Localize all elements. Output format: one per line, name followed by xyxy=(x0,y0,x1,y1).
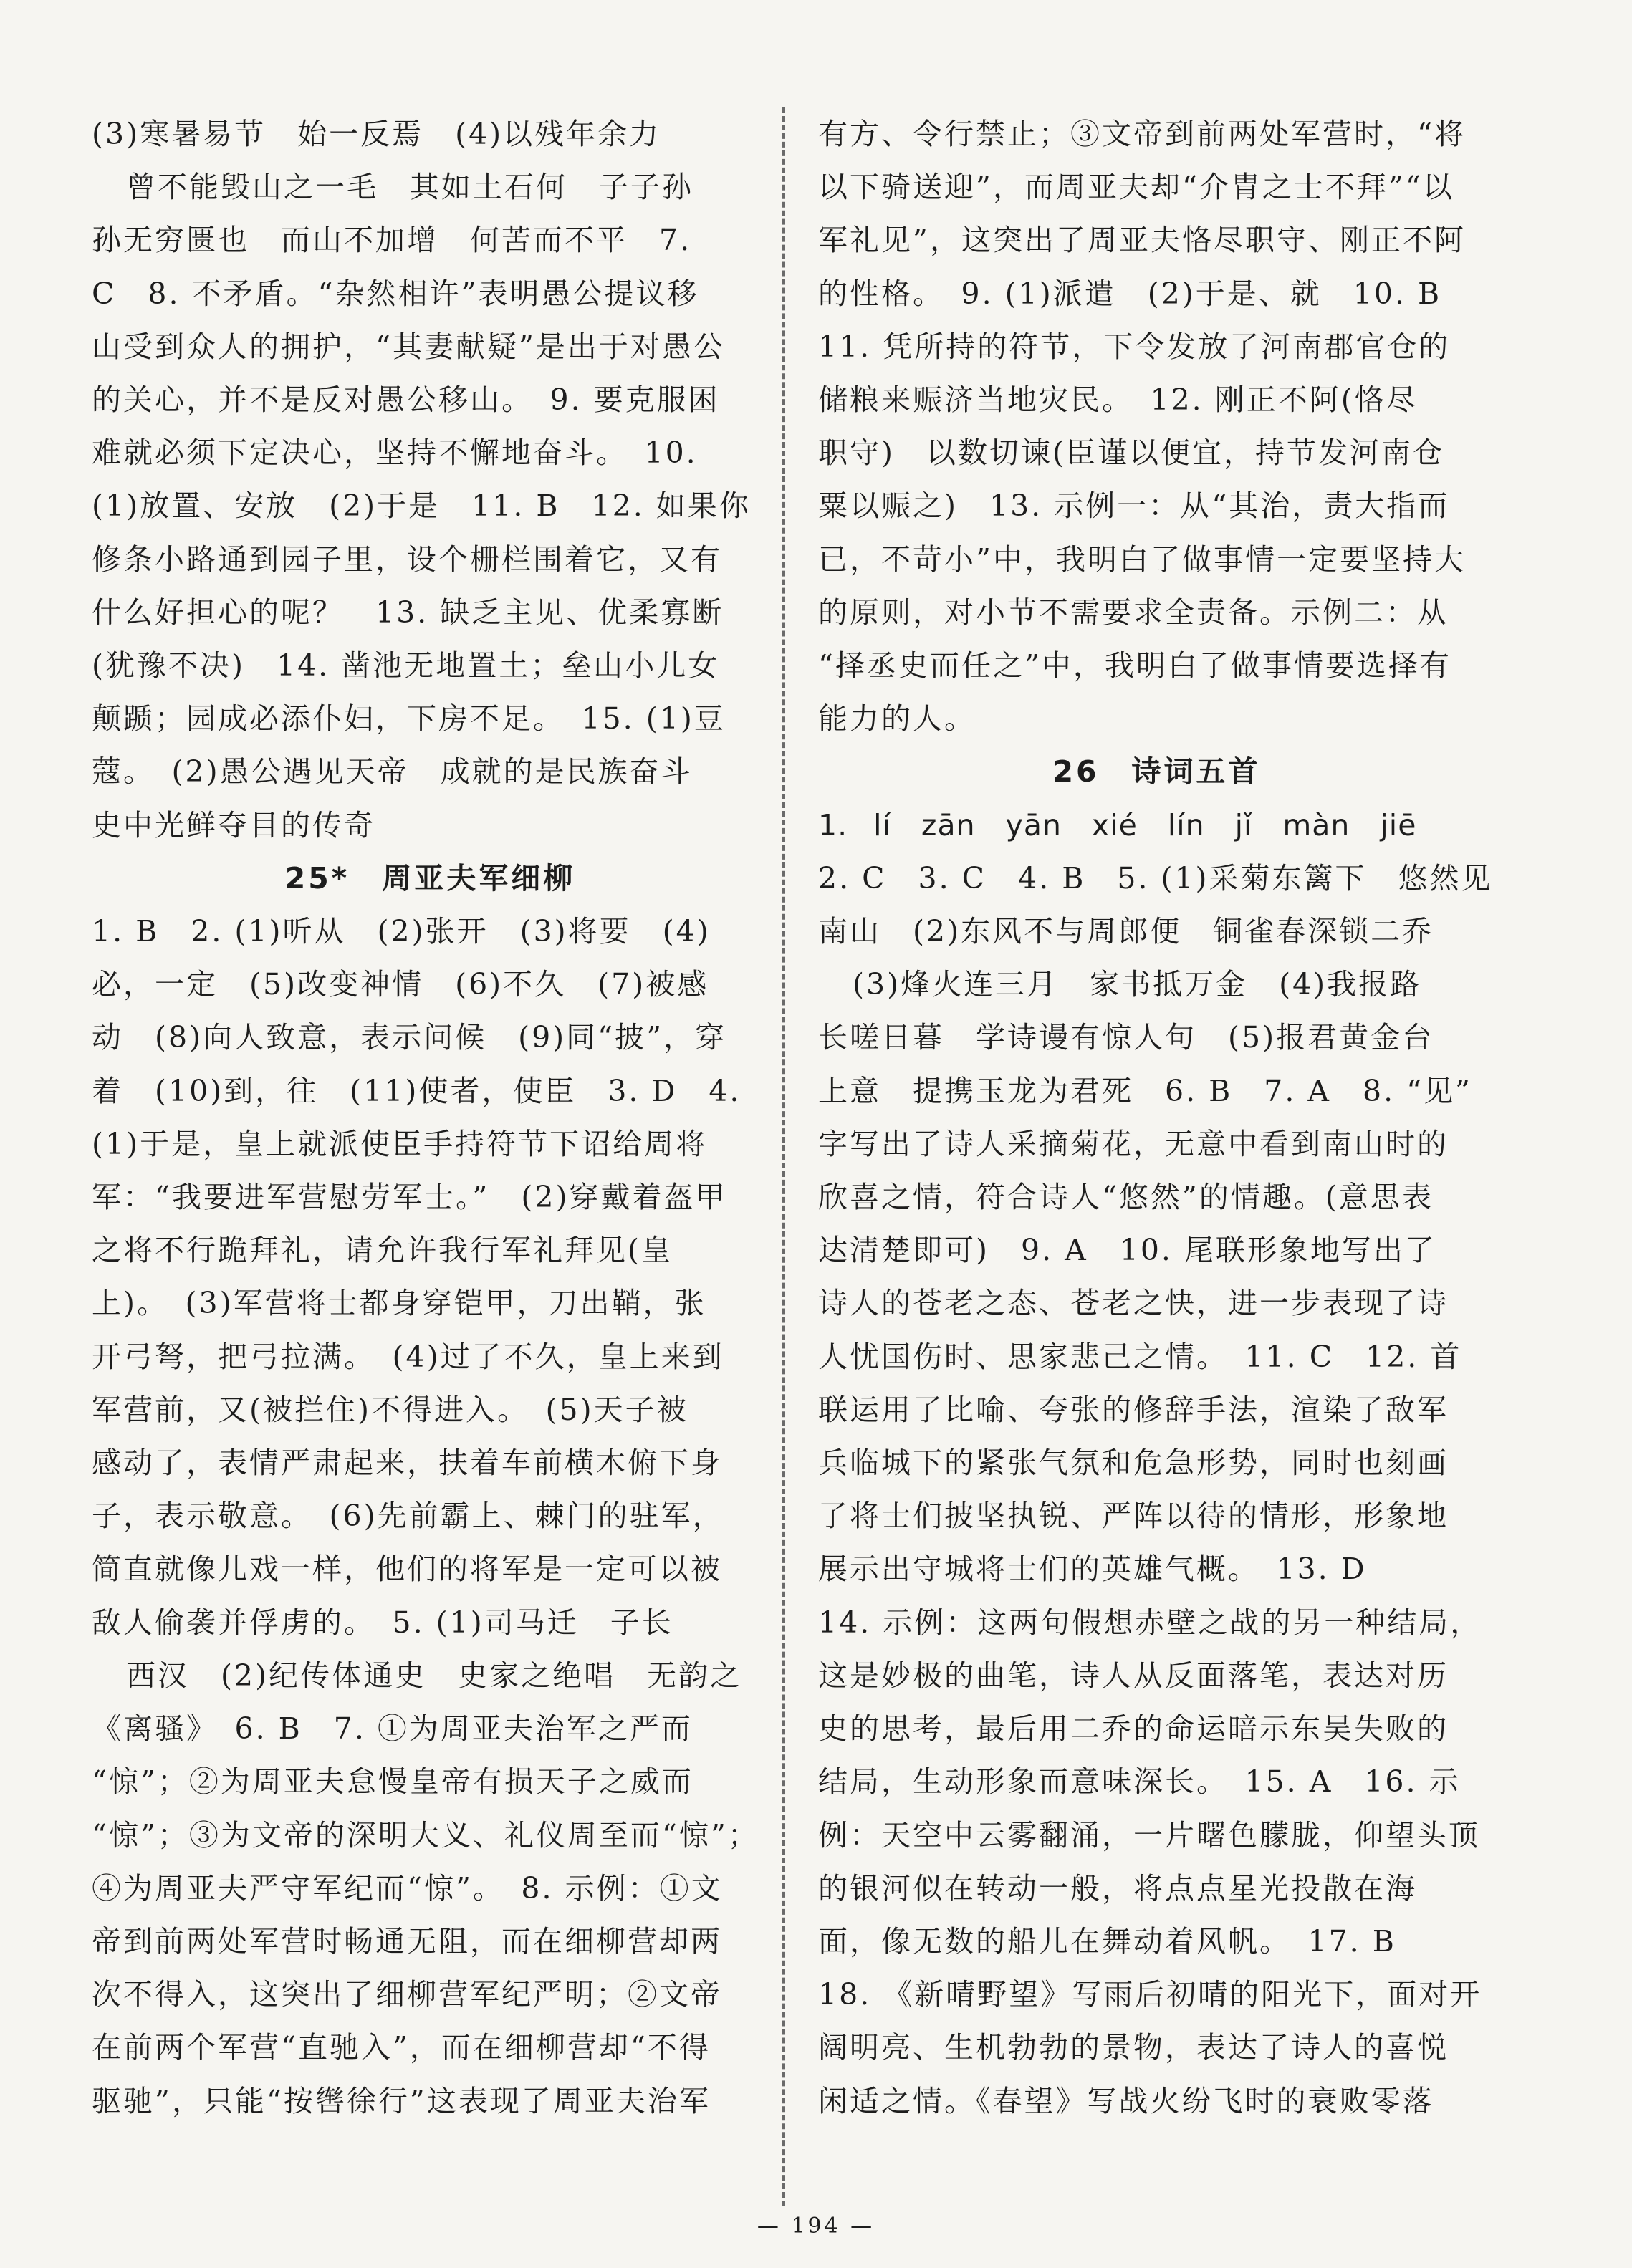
text-line: 上)。 (3)军营将士都身穿铠甲，刀出鞘，张 xyxy=(92,1286,706,1321)
text-line: 次不得入，这突出了细柳营军纪严明；②文帝 xyxy=(92,1977,722,2012)
text-line: (3)寒暑易节 始一反焉 (4)以残年余力 xyxy=(92,117,661,151)
text-line: 子，表示敬意。 (6)先前霸上、棘门的驻军， xyxy=(92,1499,724,1534)
text-line: 粟以赈之) 13. 示例一：从“其治，责大指而 xyxy=(818,489,1450,524)
text-line: 达清楚即可) 9. A 10. 尾联形象地写出了 xyxy=(818,1233,1436,1268)
text-line: 史的思考，最后用二乔的命运暗示东吴失败的 xyxy=(818,1711,1449,1746)
text-line: 西汉 (2)纪传体通史 史家之绝唱 无韵之 xyxy=(126,1658,742,1693)
text-line: 敌人偷袭并俘虏的。 5. (1)司马迁 子长 xyxy=(92,1605,673,1640)
text-line: “惊”；③为文帝的深明大义、礼仪周至而“惊”； xyxy=(92,1817,759,1853)
text-line: 驱驰”，只能“按辔徐行”这表现了周亚夫治军 xyxy=(92,2083,711,2118)
text-line: 例：天空中云雾翻涌，一片曙色朦胧，仰望头顶 xyxy=(818,1817,1480,1853)
text-line: 18. 《新晴野望》写雨后初晴的阳光下，面对开 xyxy=(818,1977,1482,2012)
text-line: 联运用了比喻、夸张的修辞手法，渲染了敌军 xyxy=(818,1392,1449,1427)
text-line: 阔明亮、生机勃勃的景物，表达了诗人的喜悦 xyxy=(818,2030,1449,2065)
text-line: C 8. 不矛盾。“杂然相许”表明愚公提议移 xyxy=(92,276,699,311)
right-column xyxy=(818,107,1495,2128)
text-line: 人忧国伤时、思家悲己之情。 11. C 12. 首 xyxy=(818,1339,1462,1374)
text-line: 开弓弩，把弓拉满。 (4)过了不久，皇上来到 xyxy=(92,1339,724,1374)
page-number: — 194 — xyxy=(757,2214,875,2239)
text-line: 能力的人。 xyxy=(818,701,976,736)
text-line: 军：“我要进军营慰劳军士。” (2)穿戴着盔甲 xyxy=(92,1180,727,1215)
text-line: 上意 提携玉龙为君死 6. B 7. A 8. “见” xyxy=(818,1073,1473,1108)
pinyin-line: 1. lí zān yān xié lín jǐ màn jiē xyxy=(818,807,1417,842)
text-line: 的关心，并不是反对愚公移山。 9. 要克服困 xyxy=(92,383,720,418)
text-line: 蔻。 (2)愚公遇见天帝 成就的是民族奋斗 xyxy=(92,754,693,789)
text-line: 的原则，对小节不需要求全责备。示例二：从 xyxy=(818,595,1449,630)
text-line: 之将不行跪拜礼，请允许我行军礼拜见(皇 xyxy=(92,1233,673,1268)
text-line: 简直就像儿戏一样，他们的将军是一定可以被 xyxy=(92,1552,722,1587)
text-line: 面，像无数的船儿在舞动着风帆。 17. B xyxy=(818,1923,1396,1959)
text-line: 以下骑送迎”，而周亚夫却“介胄之士不拜”“以 xyxy=(818,170,1454,205)
text-line: 2. C 3. C 4. B 5. (1)采菊东篱下 悠然见 xyxy=(818,860,1493,895)
text-line: 感动了，表情严肃起来，扶着车前横木俯下身 xyxy=(92,1446,722,1481)
text-line: 结局，生动形象而意味深长。 15. A 16. 示 xyxy=(818,1764,1461,1799)
text-line: 欣喜之情，符合诗人“悠然”的情趣。(意思表 xyxy=(818,1180,1434,1215)
text-line: 长嗟日暮 学诗谩有惊人句 (5)报君黄金台 xyxy=(818,1020,1434,1055)
text-line: 职守) 以数切谏(臣谨以便宜，持节发河南仓 xyxy=(818,436,1444,471)
text-line: (1)放置、安放 (2)于是 11. B 12. 如果你 xyxy=(92,489,751,524)
text-line: 修条小路通到园子里，设个栅栏围着它，又有 xyxy=(92,542,722,577)
text-line: 在前两个军营“直驰入”，而在细柳营却“不得 xyxy=(92,2030,711,2065)
text-line: 着 (10)到，往 (11)使者，使臣 3. D 4. xyxy=(92,1073,741,1108)
text-line: (1)于是，皇上就派使臣手持符节下诏给周将 xyxy=(92,1126,708,1161)
text-line: 诗人的苍老之态、苍老之快，进一步表现了诗 xyxy=(818,1286,1449,1321)
text-line: “惊”；②为周亚夫怠慢皇帝有损天子之威而 xyxy=(92,1764,693,1799)
text-line: (3)烽火连三月 家书抵万金 (4)我报路 xyxy=(853,967,1422,1002)
text-line: 孙无穷匮也 而山不加增 何苦而不平 7. xyxy=(92,223,692,258)
text-line: 史中光鲜夺目的传奇 xyxy=(92,807,375,842)
section-heading: 25* 周亚夫军细柳 xyxy=(284,860,576,895)
text-line: 军礼见”，这突出了周亚夫恪尽职守、刚正不阿 xyxy=(818,223,1466,258)
text-line: 颠踬；园成必添仆妇，下房不足。 15. (1)豆 xyxy=(92,701,726,736)
column-divider xyxy=(782,107,785,2206)
text-line: 的银河似在转动一般，将点点星光投散在海 xyxy=(818,1870,1417,1906)
text-line: 储粮来赈济当地灾民。 12. 刚正不阿(恪尽 xyxy=(818,383,1418,418)
text-line: 动 (8)向人致意，表示问候 (9)同“披”，穿 xyxy=(92,1020,727,1055)
text-line: 军营前，又(被拦住)不得进入。 (5)天子被 xyxy=(92,1392,688,1427)
text-line: 必，一定 (5)改变神情 (6)不久 (7)被感 xyxy=(92,967,709,1002)
text-line: (犹豫不决) 14. 凿池无地置土；垒山小儿女 xyxy=(92,648,720,683)
text-line: “择丞史而任之”中，我明白了做事情要选择有 xyxy=(818,648,1451,683)
text-line: 11. 凭所持的符节，下令发放了河南郡官仓的 xyxy=(818,329,1451,364)
text-line: 闲适之情。《春望》写战火纷飞时的衰败零落 xyxy=(818,2083,1434,2118)
text-line: 帝到前两处军营时畅通无阻，而在细柳营却两 xyxy=(92,1923,722,1959)
text-line: 有方、令行禁止；③文帝到前两处军营时，“将 xyxy=(818,117,1466,151)
text-line: 的性格。 9. (1)派遣 (2)于是、就 10. B xyxy=(818,276,1442,311)
text-line: 什么好担心的呢？ 13. 缺乏主见、优柔寡断 xyxy=(92,595,724,630)
text-line: 《离骚》 6. B 7. ①为周亚夫治军之严而 xyxy=(92,1711,693,1746)
text-line: 山受到众人的拥护，“其妻献疑”是出于对愚公 xyxy=(92,329,725,364)
text-line: 南山 (2)东风不与周郎便 铜雀春深锁二乔 xyxy=(818,914,1434,949)
text-line: 字写出了诗人采摘菊花，无意中看到南山时的 xyxy=(818,1126,1449,1161)
text-line: 这是妙极的曲笔，诗人从反面落笔，表达对历 xyxy=(818,1658,1449,1693)
text-line: ④为周亚夫严守军纪而“惊”。 8. 示例：①文 xyxy=(92,1870,723,1906)
text-line: 曾不能毁山之一毛 其如土石何 子子孙 xyxy=(126,170,693,205)
text-line: 已，不苛小”中，我明白了做事情一定要坚持大 xyxy=(818,542,1466,577)
text-line: 兵临城下的紧张气氛和危急形势，同时也刻画 xyxy=(818,1446,1449,1481)
text-line: 展示出守城将士们的英雄气概。 13. D xyxy=(818,1552,1367,1587)
section-heading: 26 诗词五首 xyxy=(1052,754,1261,789)
text-line: 1. B 2. (1)听从 (2)张开 (3)将要 (4) xyxy=(92,914,711,949)
text-line: 了将士们披坚执锐、严阵以待的情形，形象地 xyxy=(818,1499,1449,1534)
left-column xyxy=(92,107,769,2128)
text-line: 难就必须下定决心，坚持不懈地奋斗。 10. xyxy=(92,436,698,471)
text-line: 14. 示例：这两句假想赤壁之战的另一种结局， xyxy=(818,1605,1482,1640)
